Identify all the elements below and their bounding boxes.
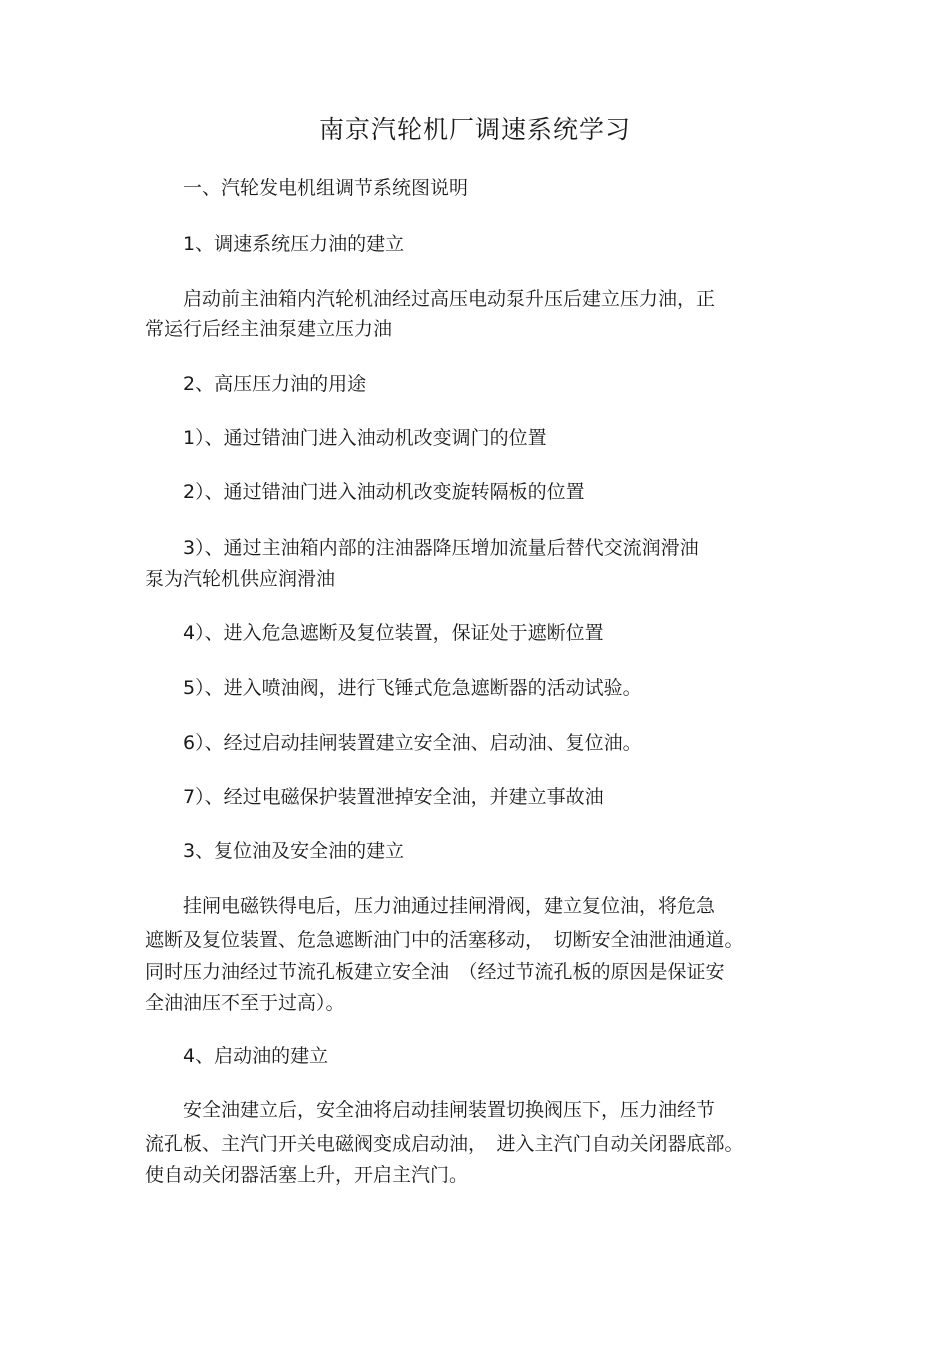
list-item: 4）、进入危急遮断及复位装置，保证处于遮断位置 [183, 622, 604, 644]
paragraph-line: 同时压力油经过节流孔板建立安全油 （经过节流孔板的原因是保证安 [145, 961, 725, 983]
paragraph-line: 流孔板、主汽门开关电磁阀变成启动油， 进入主汽门自动关闭器底部。 [145, 1133, 744, 1155]
list-item: 7）、经过电磁保护装置泄掉安全油，并建立事故油 [183, 786, 604, 808]
paragraph-line: 安全油建立后，安全油将启动挂闸装置切换阀压下，压力油经节 [183, 1099, 716, 1121]
item-heading: 1、调速系统压力油的建立 [183, 233, 405, 255]
paragraph-line: 挂闸电磁铁得电后，压力油通过挂闸滑阀，建立复位油，将危急 [183, 895, 716, 917]
paragraph-line: 常运行后经主油泵建立压力油 [145, 318, 393, 340]
list-item: 6）、经过启动挂闸装置建立安全油、启动油、复位油。 [183, 732, 642, 754]
paragraph-line: 全油油压不至于过高）。 [145, 992, 345, 1014]
paragraph-line: 遮断及复位装置、危急遮断油门中的活塞移动， 切断安全油泄油通道。 [145, 929, 744, 951]
document-title: 南京汽轮机厂调速系统学习 [318, 115, 631, 144]
list-item-continuation: 泵为汽轮机供应润滑油 [145, 568, 336, 590]
section-heading: 一、汽轮发电机组调节系统图说明 [183, 177, 469, 199]
paragraph-line: 使自动关闭器活塞上升，开启主汽门。 [145, 1164, 469, 1186]
paragraph-line: 启动前主油箱内汽轮机油经过高压电动泵升压后建立压力油，正 [183, 288, 716, 310]
list-item: 3）、通过主油箱内部的注油器降压增加流量后替代交流润滑油 [183, 537, 699, 559]
item-heading: 2、高压压力油的用途 [183, 373, 367, 395]
list-item: 5）、进入喷油阀，进行飞锤式危急遮断器的活动试验。 [183, 677, 642, 699]
list-item: 2）、通过错油门进入油动机改变旋转隔板的位置 [183, 481, 585, 503]
item-heading: 4、启动油的建立 [183, 1045, 329, 1067]
item-heading: 3、复位油及安全油的建立 [183, 840, 405, 862]
list-item: 1）、通过错油门进入油动机改变调门的位置 [183, 427, 547, 449]
